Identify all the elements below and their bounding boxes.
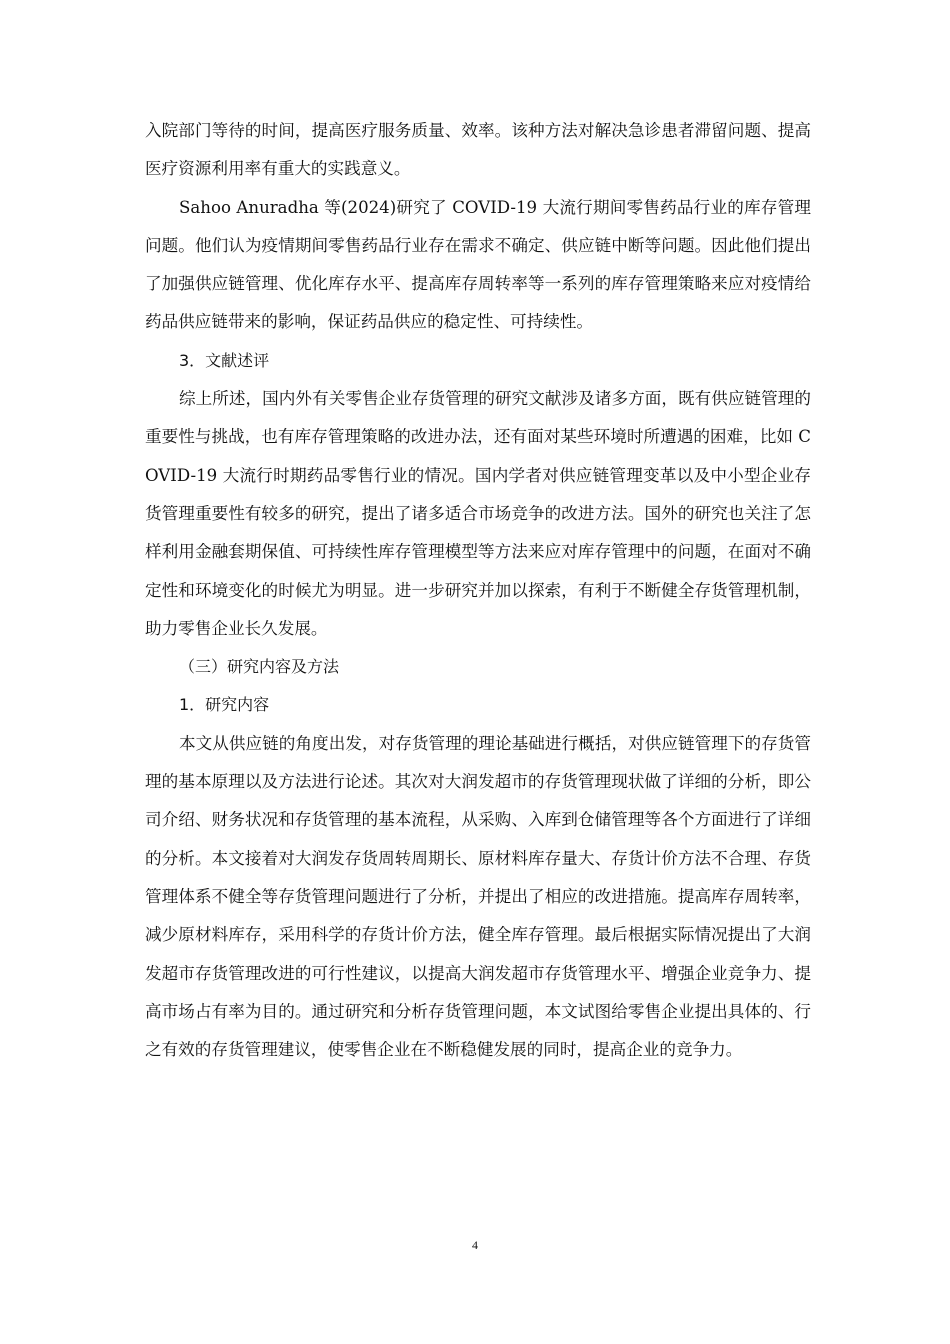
page-number: 4: [472, 1238, 478, 1252]
section-heading-research-content-methods: （三）研究内容及方法: [179, 657, 340, 677]
section-heading-research-content: 1．研究内容: [179, 695, 270, 715]
paragraph-continuation: 入院部门等待的时间，提高医疗服务质量、效率。该种方法对解决急诊患者滞留问题、提高医疗资源利用率有重大的实践意义。: [145, 121, 811, 179]
section-heading-literature-review: 3．文献述评: [179, 350, 270, 370]
paragraph-research-content: 本文从供应链的角度出发，对存货管理的理论基础进行概括，对供应链管理下的存货管理的基本原理以及方法进行论述。其次对大润发超市的存货管理现状做了详细的分析，即公司介绍、财务状况和存货管理的基本流程，从采购、入库到仓储管理等各个方面进行了详细的分析。本文接着对大润发存货周转周期长、原材料库存量大、存货计价方法不合理、存货管理体系不健全等存货管理问题进行了分析，并提出了相应的改进措施。提高库存周转率，减少原材料库存，采用科学的存货计价方法，健全库存管理。最后根据实际情况提出了大润发超市存货管理改进的可行性建议，以提高大润发超市存货管理水平、增强企业竞争力、提高市场占有率为目的。通过研究和分析存货管理问题，本文试图给零售企业提出具体的、行之有效的存货管理建议，使零售企业在不断稳健发展的同时，提高企业的竞争力。: [145, 733, 811, 1060]
paragraph-sahoo-study: Sahoo Anuradha 等(2024)研究了 COVID-19 大流行期间零售药品行业的库存管理问题。他们认为疫情期间零售药品行业存在需求不确定、供应链中断等问题。因此他们提出了加强供应链管理、优化库存水平、提高库存周转率等一系列的库存管理策略来应对疫情给药品供应链带来的影响，保证药品供应的稳定性、可持续性。: [145, 197, 811, 332]
page-body: [145, 112, 811, 1069]
paragraph-literature-review: 综上所述，国内外有关零售企业存货管理的研究文献涉及诸多方面，既有供应链管理的重要性与挑战，也有库存管理策略的改进办法，还有面对某些环境时所遭遇的困难，比如 COVID-19 大流行时期药品零售行业的情况。国内学者对供应链管理变革以及中小型企业存货管理重要性有较多的研究，提出了诸多适合市场竞争的改进方法。国外的研究也关注了怎样利用金融套期保值、可持续性库存管理模型等方法来应对库存管理中的问题，在面对不确定性和环境变化的时候尤为明显。进一步研究并加以探索，有利于不断健全存货管理机制，助力零售企业长久发展。: [145, 389, 812, 638]
